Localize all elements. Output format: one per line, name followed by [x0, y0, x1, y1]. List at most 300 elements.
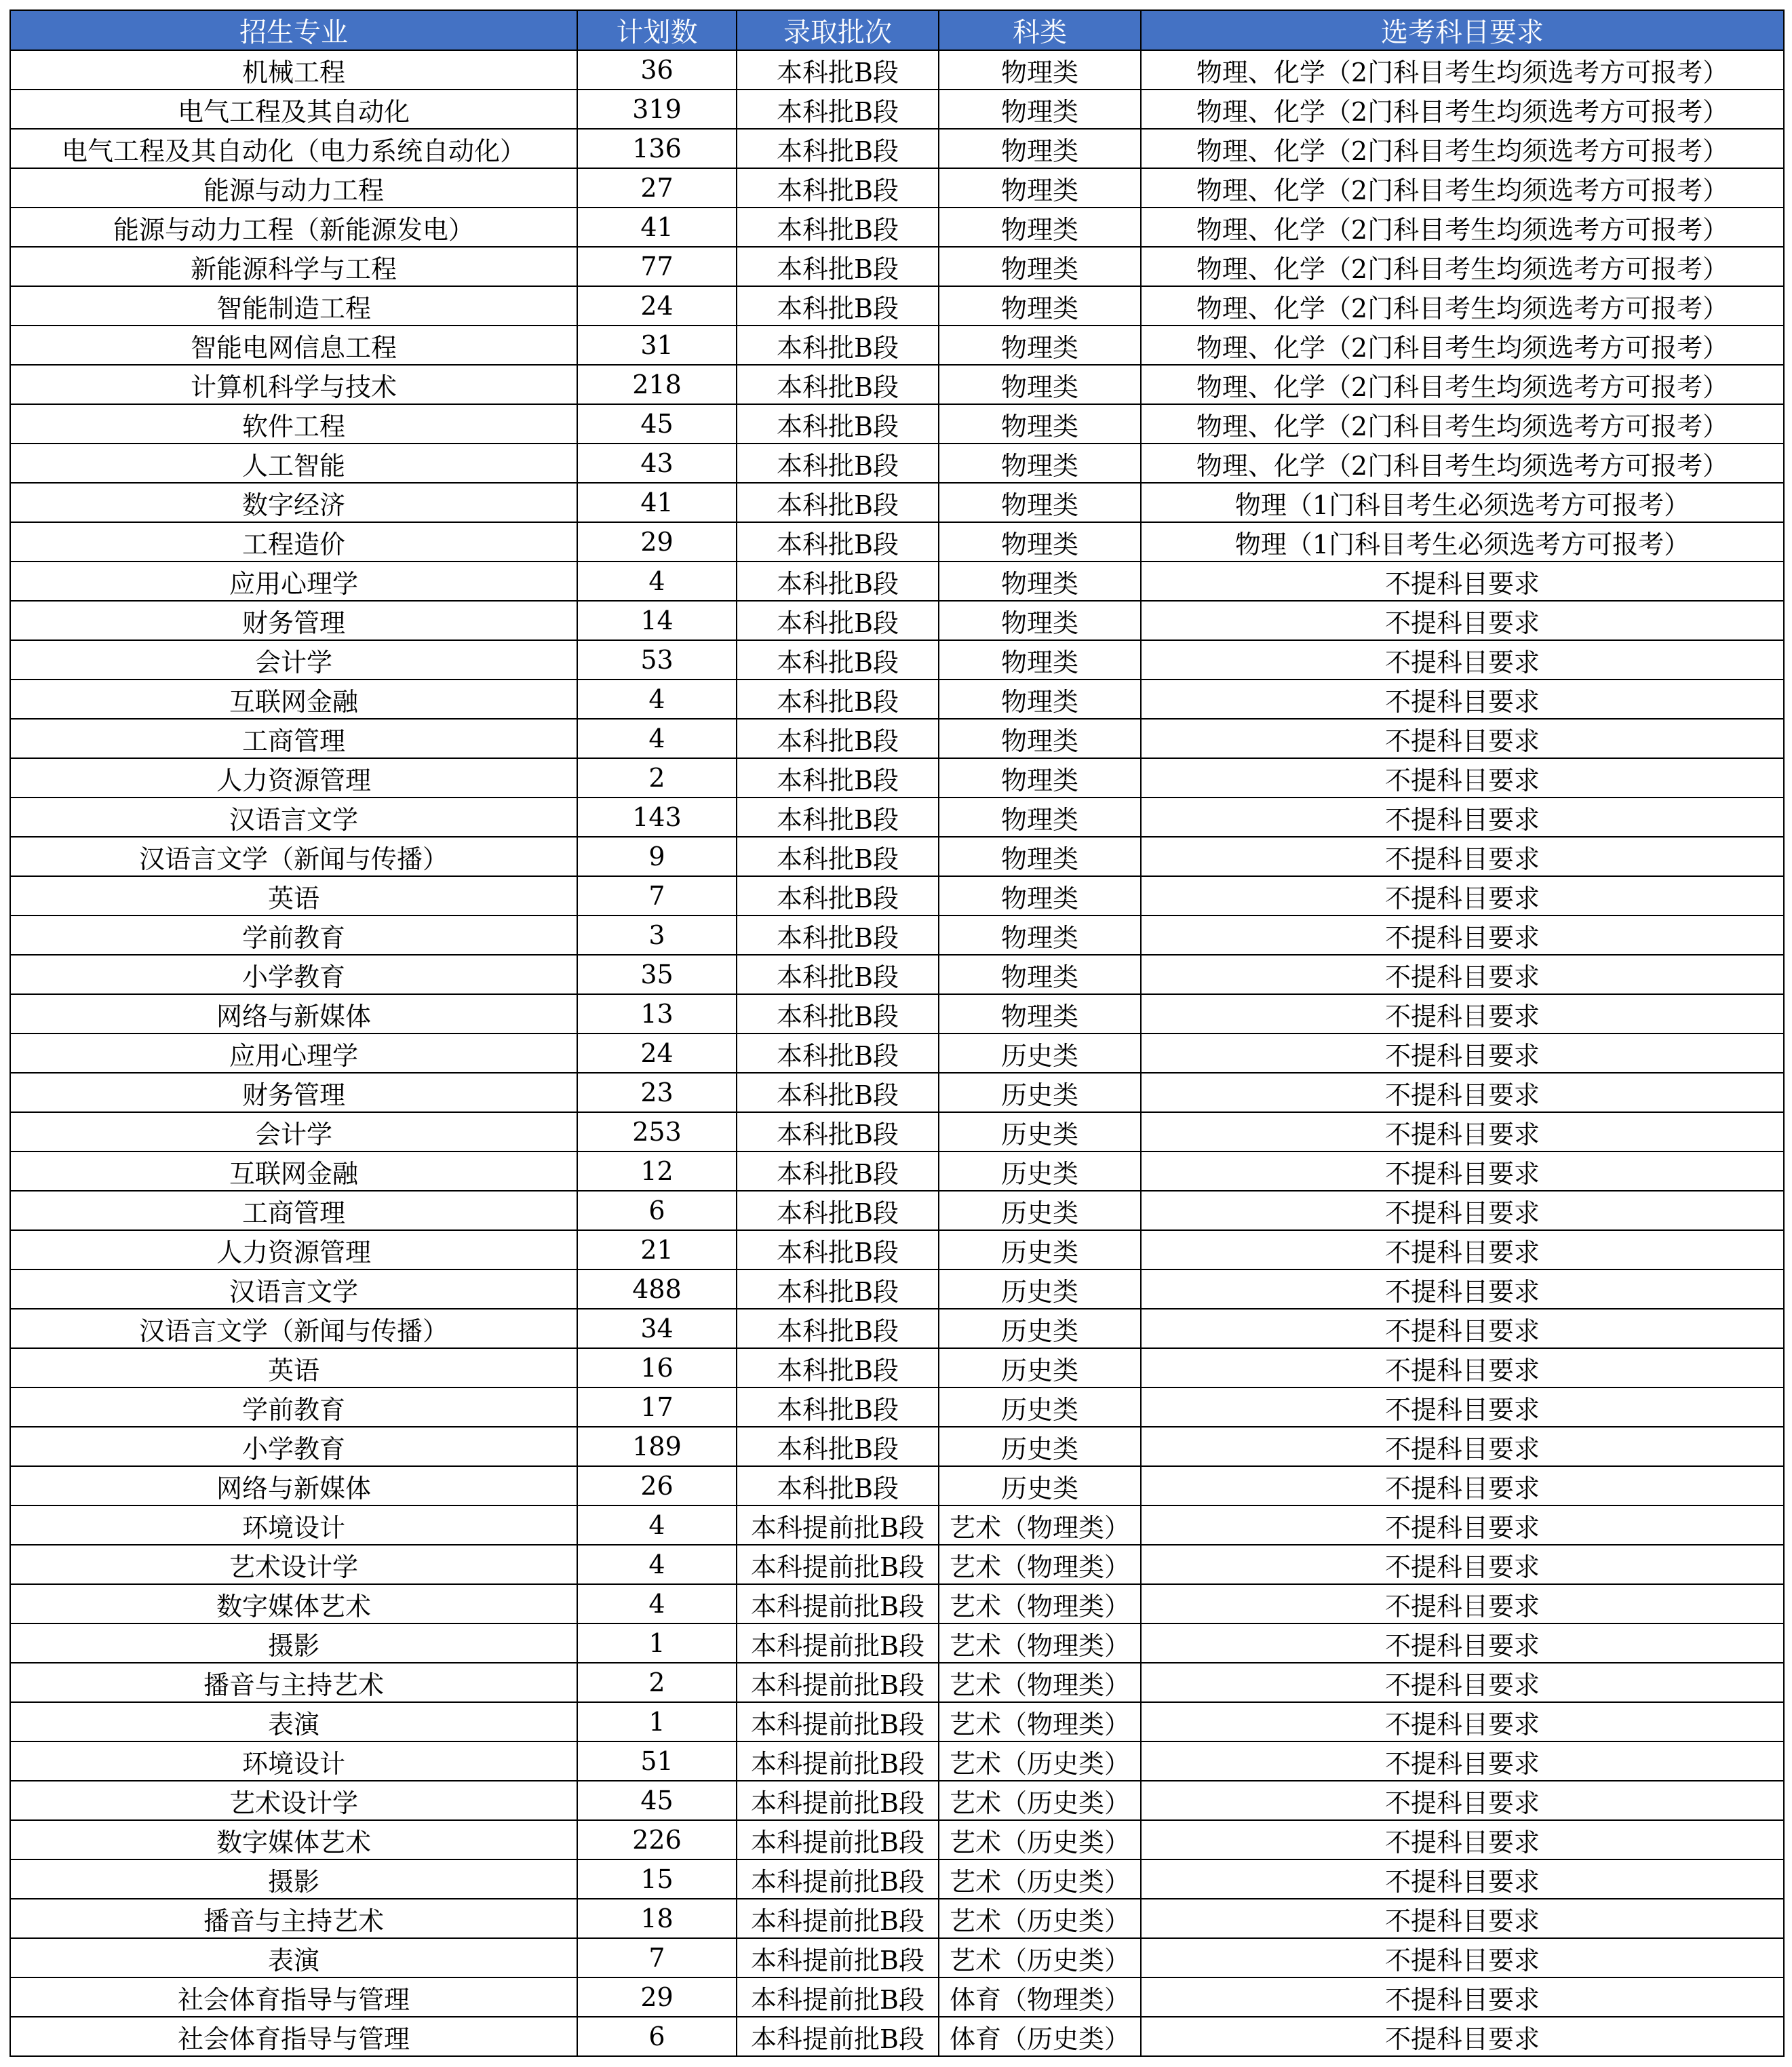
admission-batch-cell: 本科批B段 [737, 1348, 939, 1387]
admission-batch-cell: 本科批B段 [737, 837, 939, 876]
table-row [10, 483, 1784, 522]
subject-requirement-cell: 物理、化学（2门科目考生均须选考方可报考） [1141, 208, 1784, 247]
subject-requirement-cell: 不提科目要求 [1141, 1702, 1784, 1741]
plan-count-cell: 488 [577, 1269, 737, 1309]
subject-category-cell: 历史类 [939, 1427, 1141, 1466]
subject-category-cell: 艺术（物理类） [939, 1702, 1141, 1741]
plan-count-cell: 319 [577, 90, 737, 129]
subject-requirement-cell: 物理（1门科目考生必须选考方可报考） [1141, 522, 1784, 562]
subject-category-cell: 物理类 [939, 404, 1141, 444]
subject-requirement-cell: 物理、化学（2门科目考生均须选考方可报考） [1141, 129, 1784, 168]
major-cell: 小学教育 [10, 955, 577, 994]
plan-count-cell: 136 [577, 129, 737, 168]
table-row [10, 1387, 1784, 1427]
subject-category-cell: 历史类 [939, 1112, 1141, 1151]
table-header [10, 10, 1784, 50]
subject-requirement-cell: 不提科目要求 [1141, 1034, 1784, 1073]
subject-category-cell: 历史类 [939, 1073, 1141, 1112]
plan-count-cell: 45 [577, 404, 737, 444]
admission-batch-cell: 本科批B段 [737, 168, 939, 208]
subject-category-cell: 物理类 [939, 365, 1141, 404]
subject-requirement-cell: 不提科目要求 [1141, 562, 1784, 601]
plan-count-cell: 6 [577, 2017, 737, 2056]
subject-requirement-cell: 物理、化学（2门科目考生均须选考方可报考） [1141, 365, 1784, 404]
admission-batch-cell: 本科批B段 [737, 1230, 939, 1269]
table-row [10, 522, 1784, 562]
admission-batch-cell: 本科批B段 [737, 286, 939, 326]
plan-count-cell: 4 [577, 719, 737, 758]
subject-category-cell: 历史类 [939, 1269, 1141, 1309]
subject-requirement-cell: 不提科目要求 [1141, 1505, 1784, 1545]
table-row [10, 719, 1784, 758]
admission-batch-cell: 本科批B段 [737, 758, 939, 798]
admission-batch-cell: 本科批B段 [737, 601, 939, 640]
subject-requirement-cell: 不提科目要求 [1141, 2017, 1784, 2056]
plan-count-cell: 7 [577, 876, 737, 916]
subject-requirement-cell: 不提科目要求 [1141, 758, 1784, 798]
major-cell: 会计学 [10, 640, 577, 680]
plan-count-cell: 4 [577, 1505, 737, 1545]
major-cell: 财务管理 [10, 1073, 577, 1112]
plan-count-cell: 77 [577, 247, 737, 286]
plan-count-cell: 189 [577, 1427, 737, 1466]
admission-batch-cell: 本科提前批B段 [737, 1623, 939, 1663]
table-row [10, 680, 1784, 719]
table-row [10, 798, 1784, 837]
subject-category-cell: 物理类 [939, 208, 1141, 247]
subject-category-cell: 物理类 [939, 916, 1141, 955]
admission-batch-cell: 本科批B段 [737, 522, 939, 562]
major-cell: 英语 [10, 1348, 577, 1387]
plan-count-cell: 4 [577, 1545, 737, 1584]
subject-category-cell: 历史类 [939, 1387, 1141, 1427]
plan-count-cell: 51 [577, 1741, 737, 1781]
plan-count-cell: 2 [577, 758, 737, 798]
plan-count-cell: 253 [577, 1112, 737, 1151]
plan-count-cell: 2 [577, 1663, 737, 1702]
header-admission-batch: 录取批次 [737, 10, 939, 50]
subject-requirement-cell: 不提科目要求 [1141, 994, 1784, 1034]
admission-batch-cell: 本科批B段 [737, 326, 939, 365]
major-cell: 人力资源管理 [10, 758, 577, 798]
table-row [10, 1230, 1784, 1269]
plan-count-cell: 31 [577, 326, 737, 365]
admission-batch-cell: 本科批B段 [737, 955, 939, 994]
admission-batch-cell: 本科批B段 [737, 247, 939, 286]
subject-category-cell: 历史类 [939, 1151, 1141, 1191]
table-row [10, 404, 1784, 444]
subject-category-cell: 物理类 [939, 326, 1141, 365]
plan-count-cell: 53 [577, 640, 737, 680]
plan-count-cell: 14 [577, 601, 737, 640]
subject-requirement-cell: 不提科目要求 [1141, 680, 1784, 719]
subject-requirement-cell: 物理、化学（2门科目考生均须选考方可报考） [1141, 444, 1784, 483]
admission-batch-cell: 本科提前批B段 [737, 1663, 939, 1702]
subject-requirement-cell: 不提科目要求 [1141, 1387, 1784, 1427]
subject-requirement-cell: 不提科目要求 [1141, 1859, 1784, 1899]
subject-requirement-cell: 不提科目要求 [1141, 1230, 1784, 1269]
major-cell: 财务管理 [10, 601, 577, 640]
header-row [10, 10, 1784, 50]
major-cell: 能源与动力工程（新能源发电） [10, 208, 577, 247]
table-row [10, 247, 1784, 286]
major-cell: 数字经济 [10, 483, 577, 522]
plan-count-cell: 29 [577, 1977, 737, 2017]
plan-count-cell: 41 [577, 208, 737, 247]
major-cell: 汉语言文学 [10, 1269, 577, 1309]
plan-count-cell: 16 [577, 1348, 737, 1387]
major-cell: 网络与新媒体 [10, 1466, 577, 1505]
major-cell: 汉语言文学（新闻与传播） [10, 1309, 577, 1348]
admission-batch-cell: 本科批B段 [737, 90, 939, 129]
major-cell: 数字媒体艺术 [10, 1820, 577, 1859]
subject-category-cell: 物理类 [939, 168, 1141, 208]
subject-category-cell: 历史类 [939, 1309, 1141, 1348]
subject-category-cell: 物理类 [939, 247, 1141, 286]
subject-category-cell: 物理类 [939, 562, 1141, 601]
subject-requirement-cell: 物理、化学（2门科目考生均须选考方可报考） [1141, 90, 1784, 129]
table-row [10, 1623, 1784, 1663]
table-row [10, 562, 1784, 601]
major-cell: 社会体育指导与管理 [10, 2017, 577, 2056]
table-row [10, 208, 1784, 247]
subject-category-cell: 历史类 [939, 1466, 1141, 1505]
table-row [10, 1348, 1784, 1387]
major-cell: 播音与主持艺术 [10, 1663, 577, 1702]
subject-requirement-cell: 不提科目要求 [1141, 1191, 1784, 1230]
admission-batch-cell: 本科提前批B段 [737, 1781, 939, 1820]
admission-batch-cell: 本科提前批B段 [737, 2017, 939, 2056]
subject-category-cell: 物理类 [939, 640, 1141, 680]
plan-count-cell: 1 [577, 1702, 737, 1741]
major-cell: 应用心理学 [10, 562, 577, 601]
major-cell: 小学教育 [10, 1427, 577, 1466]
table-row [10, 1859, 1784, 1899]
admission-batch-cell: 本科批B段 [737, 1073, 939, 1112]
admission-batch-cell: 本科批B段 [737, 1427, 939, 1466]
plan-count-cell: 143 [577, 798, 737, 837]
subject-category-cell: 物理类 [939, 798, 1141, 837]
subject-category-cell: 艺术（历史类） [939, 1741, 1141, 1781]
subject-requirement-cell: 不提科目要求 [1141, 640, 1784, 680]
major-cell: 工程造价 [10, 522, 577, 562]
major-cell: 摄影 [10, 1859, 577, 1899]
subject-category-cell: 物理类 [939, 444, 1141, 483]
plan-count-cell: 12 [577, 1151, 737, 1191]
plan-count-cell: 24 [577, 1034, 737, 1073]
table-row [10, 1466, 1784, 1505]
subject-requirement-cell: 不提科目要求 [1141, 1623, 1784, 1663]
table-row [10, 1073, 1784, 1112]
major-cell: 艺术设计学 [10, 1545, 577, 1584]
admission-batch-cell: 本科批B段 [737, 365, 939, 404]
admission-batch-cell: 本科批B段 [737, 1269, 939, 1309]
subject-requirement-cell: 不提科目要求 [1141, 1309, 1784, 1348]
table-row [10, 1702, 1784, 1741]
subject-category-cell: 物理类 [939, 522, 1141, 562]
admission-batch-cell: 本科批B段 [737, 444, 939, 483]
subject-requirement-cell: 不提科目要求 [1141, 837, 1784, 876]
plan-count-cell: 36 [577, 50, 737, 90]
subject-requirement-cell: 不提科目要求 [1141, 1938, 1784, 1977]
admission-batch-cell: 本科批B段 [737, 1191, 939, 1230]
header-subject-category: 科类 [939, 10, 1141, 50]
major-cell: 表演 [10, 1702, 577, 1741]
subject-category-cell: 艺术（物理类） [939, 1623, 1141, 1663]
subject-category-cell: 历史类 [939, 1230, 1141, 1269]
admission-batch-cell: 本科批B段 [737, 916, 939, 955]
admission-batch-cell: 本科提前批B段 [737, 1938, 939, 1977]
admission-batch-cell: 本科批B段 [737, 562, 939, 601]
table-row [10, 129, 1784, 168]
subject-category-cell: 物理类 [939, 837, 1141, 876]
plan-count-cell: 9 [577, 837, 737, 876]
major-cell: 互联网金融 [10, 680, 577, 719]
subject-requirement-cell: 物理、化学（2门科目考生均须选考方可报考） [1141, 168, 1784, 208]
admission-batch-cell: 本科提前批B段 [737, 1977, 939, 2017]
admission-batch-cell: 本科批B段 [737, 640, 939, 680]
admission-batch-cell: 本科批B段 [737, 798, 939, 837]
plan-count-cell: 35 [577, 955, 737, 994]
subject-category-cell: 艺术（物理类） [939, 1663, 1141, 1702]
plan-count-cell: 17 [577, 1387, 737, 1427]
major-cell: 新能源科学与工程 [10, 247, 577, 286]
plan-count-cell: 21 [577, 1230, 737, 1269]
table-row [10, 365, 1784, 404]
plan-count-cell: 29 [577, 522, 737, 562]
enrollment-plan-table-container [9, 9, 1783, 2057]
subject-requirement-cell: 不提科目要求 [1141, 1781, 1784, 1820]
major-cell: 应用心理学 [10, 1034, 577, 1073]
major-cell: 播音与主持艺术 [10, 1899, 577, 1938]
major-cell: 机械工程 [10, 50, 577, 90]
table-row [10, 1151, 1784, 1191]
subject-requirement-cell: 物理、化学（2门科目考生均须选考方可报考） [1141, 326, 1784, 365]
table-row [10, 1781, 1784, 1820]
admission-batch-cell: 本科批B段 [737, 208, 939, 247]
subject-category-cell: 艺术（物理类） [939, 1505, 1141, 1545]
subject-requirement-cell: 不提科目要求 [1141, 1269, 1784, 1309]
table-row [10, 90, 1784, 129]
subject-requirement-cell: 不提科目要求 [1141, 601, 1784, 640]
subject-requirement-cell: 不提科目要求 [1141, 1073, 1784, 1112]
table-row [10, 601, 1784, 640]
subject-category-cell: 艺术（历史类） [939, 1820, 1141, 1859]
plan-count-cell: 18 [577, 1899, 737, 1938]
table-row [10, 168, 1784, 208]
major-cell: 互联网金融 [10, 1151, 577, 1191]
table-row [10, 326, 1784, 365]
enrollment-plan-table [9, 9, 1785, 2057]
major-cell: 汉语言文学 [10, 798, 577, 837]
major-cell: 人工智能 [10, 444, 577, 483]
admission-batch-cell: 本科提前批B段 [737, 1545, 939, 1584]
major-cell: 学前教育 [10, 1387, 577, 1427]
subject-category-cell: 物理类 [939, 50, 1141, 90]
subject-requirement-cell: 不提科目要求 [1141, 1466, 1784, 1505]
table-row [10, 640, 1784, 680]
admission-batch-cell: 本科批B段 [737, 50, 939, 90]
table-row [10, 1938, 1784, 1977]
plan-count-cell: 6 [577, 1191, 737, 1230]
major-cell: 能源与动力工程 [10, 168, 577, 208]
major-cell: 电气工程及其自动化（电力系统自动化） [10, 129, 577, 168]
admission-batch-cell: 本科批B段 [737, 1112, 939, 1151]
table-row [10, 1112, 1784, 1151]
plan-count-cell: 3 [577, 916, 737, 955]
table-row [10, 876, 1784, 916]
major-cell: 智能电网信息工程 [10, 326, 577, 365]
admission-batch-cell: 本科提前批B段 [737, 1741, 939, 1781]
subject-requirement-cell: 物理、化学（2门科目考生均须选考方可报考） [1141, 404, 1784, 444]
subject-category-cell: 物理类 [939, 758, 1141, 798]
subject-category-cell: 物理类 [939, 955, 1141, 994]
subject-category-cell: 历史类 [939, 1191, 1141, 1230]
plan-count-cell: 1 [577, 1623, 737, 1663]
major-cell: 软件工程 [10, 404, 577, 444]
header-plan-count: 计划数 [577, 10, 737, 50]
plan-count-cell: 45 [577, 1781, 737, 1820]
table-row [10, 2017, 1784, 2056]
subject-category-cell: 物理类 [939, 994, 1141, 1034]
admission-batch-cell: 本科批B段 [737, 1309, 939, 1348]
table-row [10, 1309, 1784, 1348]
table-row [10, 1584, 1784, 1623]
table-body [10, 50, 1784, 2056]
subject-category-cell: 物理类 [939, 129, 1141, 168]
header-major: 招生专业 [10, 10, 577, 50]
subject-category-cell: 体育（历史类） [939, 2017, 1141, 2056]
major-cell: 环境设计 [10, 1505, 577, 1545]
subject-category-cell: 艺术（历史类） [939, 1781, 1141, 1820]
table-row [10, 286, 1784, 326]
subject-requirement-cell: 不提科目要求 [1141, 955, 1784, 994]
major-cell: 汉语言文学（新闻与传播） [10, 837, 577, 876]
subject-category-cell: 艺术（历史类） [939, 1899, 1141, 1938]
subject-requirement-cell: 不提科目要求 [1141, 1741, 1784, 1781]
subject-category-cell: 艺术（物理类） [939, 1584, 1141, 1623]
admission-batch-cell: 本科批B段 [737, 483, 939, 522]
subject-category-cell: 物理类 [939, 286, 1141, 326]
admission-batch-cell: 本科批B段 [737, 404, 939, 444]
subject-category-cell: 物理类 [939, 876, 1141, 916]
subject-category-cell: 物理类 [939, 680, 1141, 719]
plan-count-cell: 23 [577, 1073, 737, 1112]
major-cell: 工商管理 [10, 719, 577, 758]
major-cell: 表演 [10, 1938, 577, 1977]
major-cell: 英语 [10, 876, 577, 916]
plan-count-cell: 4 [577, 680, 737, 719]
admission-batch-cell: 本科批B段 [737, 129, 939, 168]
subject-requirement-cell: 不提科目要求 [1141, 1584, 1784, 1623]
plan-count-cell: 218 [577, 365, 737, 404]
major-cell: 数字媒体艺术 [10, 1584, 577, 1623]
subject-category-cell: 物理类 [939, 90, 1141, 129]
subject-requirement-cell: 不提科目要求 [1141, 1427, 1784, 1466]
plan-count-cell: 226 [577, 1820, 737, 1859]
table-row [10, 916, 1784, 955]
major-cell: 电气工程及其自动化 [10, 90, 577, 129]
subject-requirement-cell: 物理（1门科目考生必须选考方可报考） [1141, 483, 1784, 522]
plan-count-cell: 15 [577, 1859, 737, 1899]
subject-category-cell: 历史类 [939, 1348, 1141, 1387]
table-row [10, 955, 1784, 994]
subject-requirement-cell: 不提科目要求 [1141, 1977, 1784, 2017]
plan-count-cell: 43 [577, 444, 737, 483]
subject-requirement-cell: 不提科目要求 [1141, 1348, 1784, 1387]
major-cell: 学前教育 [10, 916, 577, 955]
table-row [10, 837, 1784, 876]
admission-batch-cell: 本科提前批B段 [737, 1584, 939, 1623]
table-row [10, 444, 1784, 483]
admission-batch-cell: 本科提前批B段 [737, 1899, 939, 1938]
subject-category-cell: 物理类 [939, 483, 1141, 522]
admission-batch-cell: 本科批B段 [737, 876, 939, 916]
admission-batch-cell: 本科提前批B段 [737, 1702, 939, 1741]
plan-count-cell: 41 [577, 483, 737, 522]
major-cell: 环境设计 [10, 1741, 577, 1781]
plan-count-cell: 4 [577, 562, 737, 601]
subject-requirement-cell: 不提科目要求 [1141, 1899, 1784, 1938]
subject-requirement-cell: 不提科目要求 [1141, 798, 1784, 837]
subject-category-cell: 艺术（物理类） [939, 1545, 1141, 1584]
subject-requirement-cell: 不提科目要求 [1141, 1820, 1784, 1859]
table-row [10, 1505, 1784, 1545]
subject-requirement-cell: 物理、化学（2门科目考生均须选考方可报考） [1141, 286, 1784, 326]
admission-batch-cell: 本科批B段 [737, 1151, 939, 1191]
major-cell: 智能制造工程 [10, 286, 577, 326]
subject-category-cell: 历史类 [939, 1034, 1141, 1073]
major-cell: 会计学 [10, 1112, 577, 1151]
table-row [10, 1545, 1784, 1584]
subject-requirement-cell: 不提科目要求 [1141, 1663, 1784, 1702]
subject-requirement-cell: 不提科目要求 [1141, 916, 1784, 955]
admission-batch-cell: 本科批B段 [737, 1466, 939, 1505]
table-row [10, 1977, 1784, 2017]
table-row [10, 1663, 1784, 1702]
plan-count-cell: 27 [577, 168, 737, 208]
subject-category-cell: 艺术（历史类） [939, 1938, 1141, 1977]
subject-requirement-cell: 物理、化学（2门科目考生均须选考方可报考） [1141, 50, 1784, 90]
admission-batch-cell: 本科批B段 [737, 680, 939, 719]
subject-category-cell: 艺术（历史类） [939, 1859, 1141, 1899]
table-row [10, 1191, 1784, 1230]
admission-batch-cell: 本科批B段 [737, 994, 939, 1034]
table-row [10, 994, 1784, 1034]
admission-batch-cell: 本科提前批B段 [737, 1859, 939, 1899]
plan-count-cell: 34 [577, 1309, 737, 1348]
admission-batch-cell: 本科提前批B段 [737, 1505, 939, 1545]
admission-batch-cell: 本科提前批B段 [737, 1820, 939, 1859]
subject-requirement-cell: 不提科目要求 [1141, 1151, 1784, 1191]
table-row [10, 50, 1784, 90]
subject-requirement-cell: 不提科目要求 [1141, 876, 1784, 916]
table-row [10, 1820, 1784, 1859]
subject-category-cell: 体育（物理类） [939, 1977, 1141, 2017]
plan-count-cell: 24 [577, 286, 737, 326]
plan-count-cell: 4 [577, 1584, 737, 1623]
table-row [10, 1741, 1784, 1781]
admission-batch-cell: 本科批B段 [737, 1387, 939, 1427]
table-row [10, 1427, 1784, 1466]
major-cell: 人力资源管理 [10, 1230, 577, 1269]
plan-count-cell: 26 [577, 1466, 737, 1505]
table-row [10, 758, 1784, 798]
admission-batch-cell: 本科批B段 [737, 719, 939, 758]
subject-requirement-cell: 物理、化学（2门科目考生均须选考方可报考） [1141, 247, 1784, 286]
subject-category-cell: 物理类 [939, 601, 1141, 640]
major-cell: 摄影 [10, 1623, 577, 1663]
